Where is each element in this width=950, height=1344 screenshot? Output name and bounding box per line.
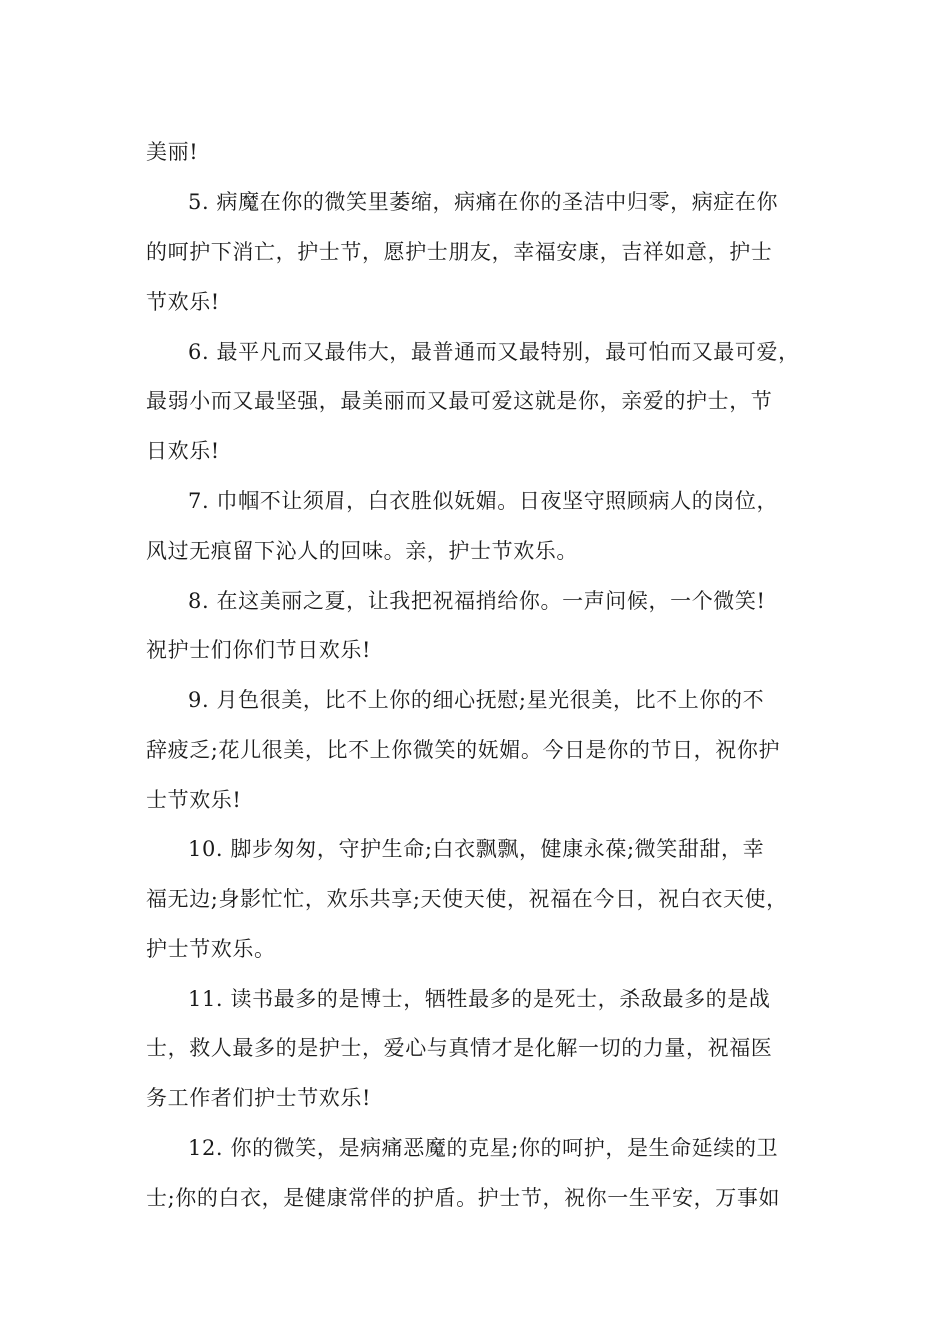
text-line: 的呵护下消亡，护士节，愿护士朋友，幸福安康，吉祥如意，护士 <box>146 240 773 264</box>
paragraph-8-start: 8. 在这美丽之夏，让我把祝福捎给你。一声问候，一个微笑! <box>188 589 766 613</box>
paragraph-6-start: 6. 最平凡而又最伟大，最普通而又最特别，最可怕而又最可爱， <box>188 340 800 364</box>
text-line: 祝护士们你们节日欢乐! <box>146 638 372 662</box>
text-line: 风过无痕留下沁人的回味。亲，护士节欢乐。 <box>146 539 578 563</box>
text-line: 福无边;身影忙忙，欢乐共享;天使天使，祝福在今日，祝白衣天使， <box>146 887 788 911</box>
paragraph-10-start: 10. 脚步匆匆，守护生命;白衣飘飘，健康永葆;微笑甜甜，幸 <box>188 837 765 861</box>
text-line: 辞疲乏;花儿很美，比不上你微笑的妩媚。今日是你的节日，祝你护 <box>146 738 781 762</box>
paragraph-12-start: 12. 你的微笑，是病痛恶魔的克星;你的呵护，是生命延续的卫 <box>188 1136 779 1160</box>
text-line: 最弱小而又最坚强，最美丽而又最可爱这就是你，亲爱的护士，节 <box>146 389 773 413</box>
text-line: 护士节欢乐。 <box>146 937 276 961</box>
text-line: 务工作者们护士节欢乐! <box>146 1086 372 1110</box>
text-line: 美丽! <box>146 140 199 164</box>
paragraph-5-start: 5. 病魔在你的微笑里萎缩，病痛在你的圣洁中归零，病症在你 <box>188 190 779 214</box>
text-line: 节欢乐! <box>146 290 220 314</box>
text-line: 士节欢乐! <box>146 788 242 812</box>
text-line: 日欢乐! <box>146 439 220 463</box>
text-line: 士，救人最多的是护士，爱心与真情才是化解一切的力量，祝福医 <box>146 1036 773 1060</box>
text-line: 士;你的白衣，是健康常伴的护盾。护士节，祝你一生平安，万事如 <box>146 1186 781 1210</box>
paragraph-7-start: 7. 巾帼不让须眉，白衣胜似妩媚。日夜坚守照顾病人的岗位， <box>188 489 779 513</box>
paragraph-11-start: 11. 读书最多的是博士，牺牲最多的是死士，杀敌最多的是战 <box>188 987 771 1011</box>
paragraph-9-start: 9. 月色很美，比不上你的细心抚慰;星光很美，比不上你的不 <box>188 688 765 712</box>
